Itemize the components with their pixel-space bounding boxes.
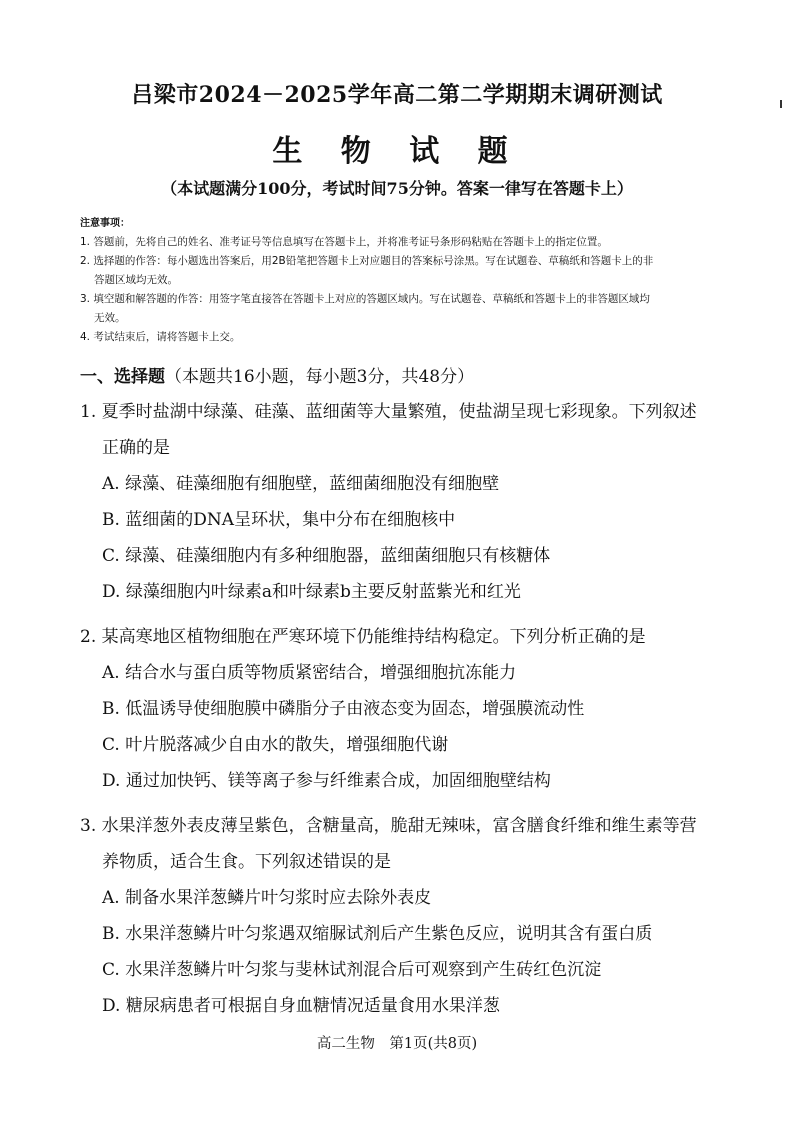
page-footer: 高二生物 第1页(共8页) (316, 1036, 478, 1052)
option-d: D. 通过加快钙、镁等离子参与纤维素合成，加固细胞壁结构 (102, 771, 551, 791)
subject-title: 生 物 试 题 (272, 134, 522, 169)
option-b: B. 低温诱导使细胞膜中磷脂分子由液态变为固态，增强膜流动性 (102, 699, 585, 719)
question-3 (80, 808, 730, 1024)
option-c: C. 绿藻、硅藻细胞内有多种细胞器，蓝细菌细胞只有核糖体 (102, 546, 551, 566)
note-item (80, 328, 730, 347)
note-line: 2. 选择题的作答：每小题选出答案后，用2B铅笔把答题卡上对应题目的答案标号涂黑。写在试题卷、草稿纸和答题卡上的非 (80, 255, 654, 267)
option-b: B. 水果洋葱鳞片叶匀浆遇双缩脲试剂后产生紫色反应，说明其含有蛋白质 (102, 924, 653, 944)
option-a: A. 结合水与蛋白质等物质紧密结合，增强细胞抗冻能力 (102, 663, 517, 683)
note-line-cont: 无效。 (94, 312, 126, 324)
note-item (80, 233, 730, 252)
notes-block (80, 214, 730, 347)
note-line: 4. 考试结束后，请将答题卡上交。 (80, 331, 241, 343)
question-stem-cont: 养物质，适合生食。下列叙述错误的是 (102, 852, 391, 872)
notes-heading: 注意事项： (80, 218, 130, 229)
exam-info: （本试题满分100分，考试时间75分钟。答案一律写在答题卡上） (161, 179, 633, 198)
option-c: C. 水果洋葱鳞片叶匀浆与斐林试剂混合后可观察到产生砖红色沉淀 (102, 960, 602, 980)
question-2 (80, 619, 730, 799)
option-a: A. 制备水果洋葱鳞片叶匀浆时应去除外表皮 (102, 888, 432, 908)
option-d: D. 糖尿病患者可根据自身血糖情况适量食用水果洋葱 (102, 996, 500, 1016)
option-d: D. 绿藻细胞内叶绿素a和叶绿素b主要反射蓝紫光和红光 (102, 582, 521, 602)
note-line: 1. 答题前，先将自己的姓名、准考证号等信息填写在答题卡上，并将准考证号条形码粘贴在答题卡上的指定位置。 (80, 236, 608, 248)
option-c: C. 叶片脱落减少自由水的散失，增强细胞代谢 (102, 735, 449, 755)
note-line: 3. 填空题和解答题的作答：用签字笔直接答在答题卡上对应的答题区域内。写在试题卷、草稿纸和答题卡上的非答题区域均 (80, 293, 650, 305)
note-item (80, 252, 730, 290)
note-line-cont: 答题区域均无效。 (94, 274, 178, 286)
question-1 (80, 394, 730, 610)
section-heading (80, 362, 474, 387)
note-item (80, 290, 730, 328)
question-stem: 3. 水果洋葱外表皮薄呈紫色，含糖量高，脆甜无辣味，富含膳食纤维和维生素等营 (80, 816, 697, 836)
section-title: 一、选择题 (80, 367, 165, 387)
question-stem: 2. 某高寒地区植物细胞在严寒环境下仍能维持结构稳定。下列分析正确的是 (80, 627, 646, 647)
option-b: B. 蓝细菌的DNA呈环状，集中分布在细胞核中 (102, 510, 456, 530)
option-a: A. 绿藻、硅藻细胞有细胞壁，蓝细菌细胞没有细胞壁 (102, 474, 500, 494)
question-stem-cont: 正确的是 (102, 438, 170, 458)
question-stem: 1. 夏季时盐湖中绿藻、硅藻、蓝细菌等大量繁殖，使盐湖呈现七彩现象。下列叙述 (80, 402, 697, 422)
section-desc: （本题共16小题，每小题3分，共48分） (165, 367, 475, 387)
exam-title: 吕梁市2024－2025学年高二第二学期期末调研测试 (131, 82, 663, 108)
